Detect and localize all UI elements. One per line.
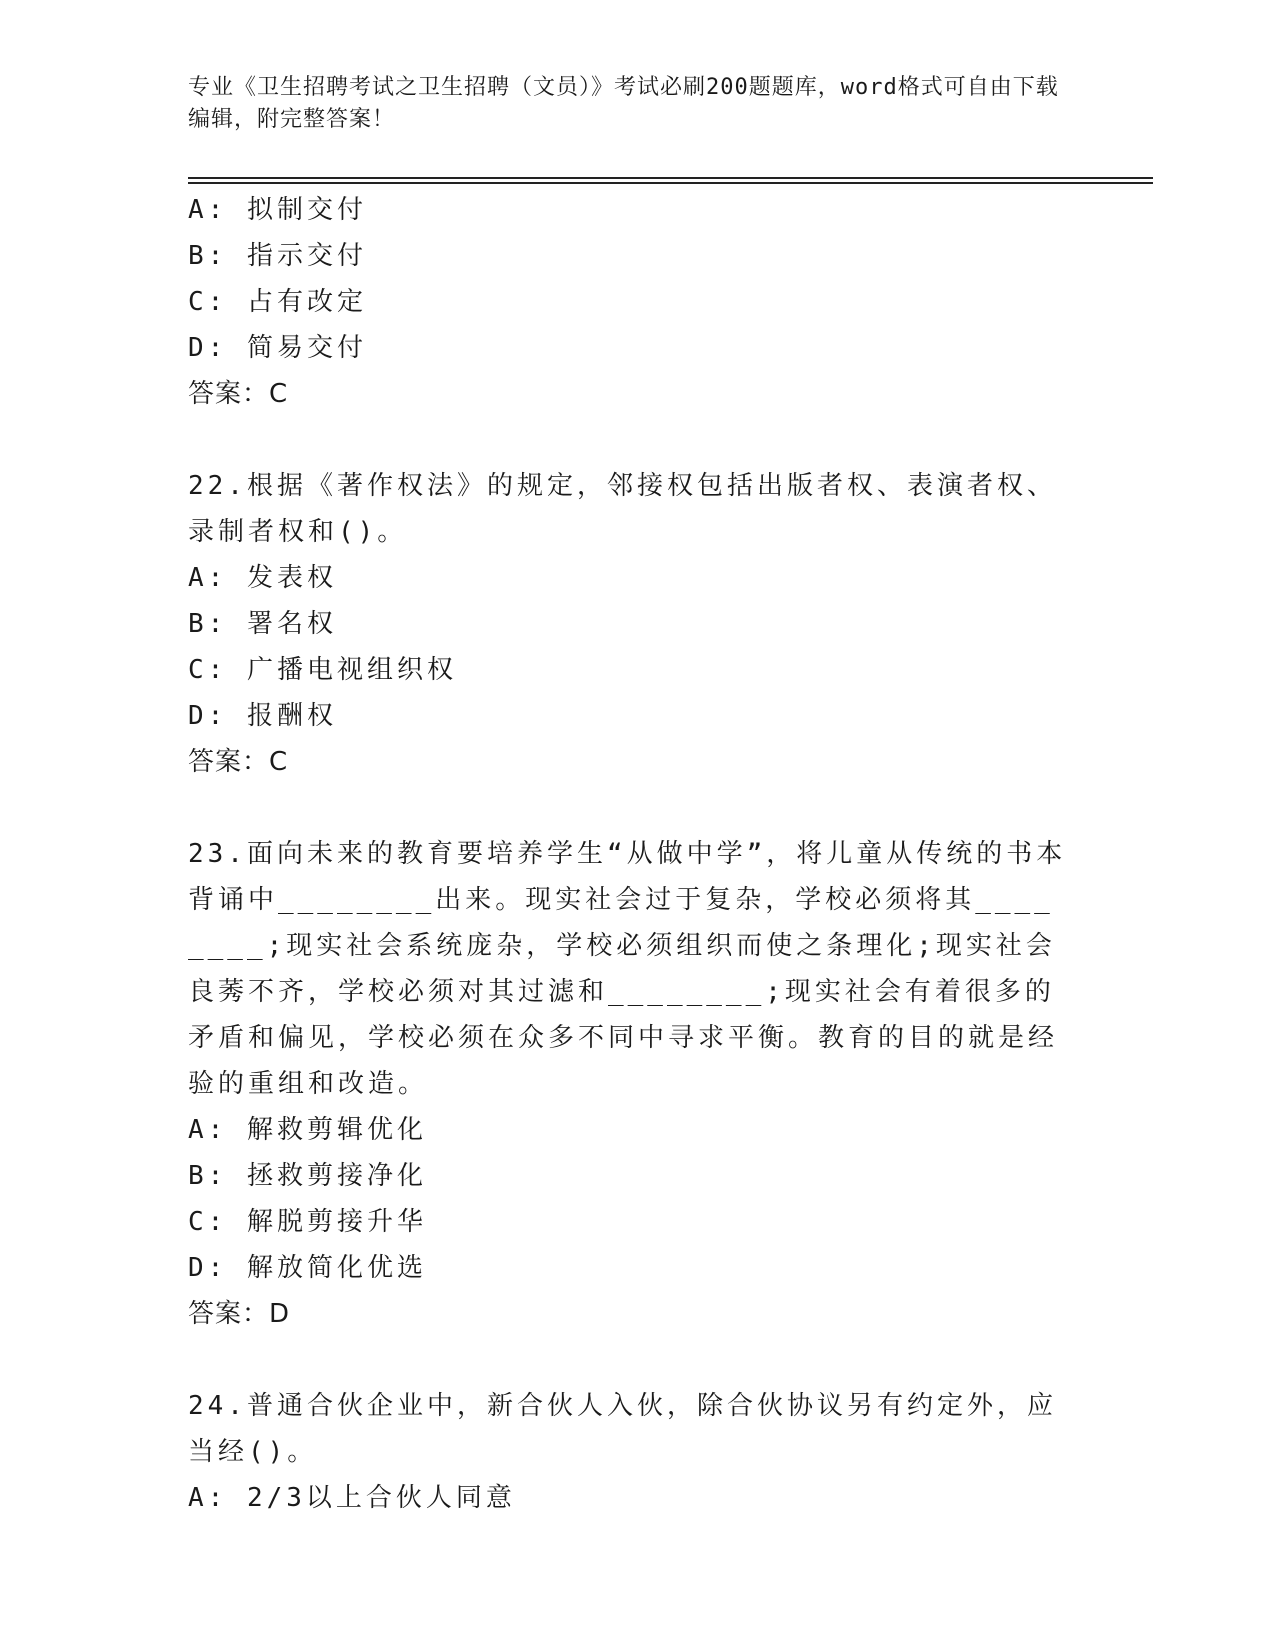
option-c: C: 占有改定 xyxy=(188,287,367,317)
document-header: 专业《卫生招聘考试之卫生招聘（文员）》考试必刷200题题库，word格式可自由下载编辑，附完整答案！ xyxy=(188,75,1059,132)
question-21 xyxy=(188,187,1088,417)
spacer xyxy=(188,1337,1088,1383)
option-b: B: 指示交付 xyxy=(188,241,367,271)
question-stem: 24.普通合伙企业中，新合伙人入伙，除合伙协议另有约定外，应当经()。 xyxy=(188,1391,1057,1467)
question-stem: 23.面向未来的教育要培养学生“从做中学”，将儿童从传统的书本背诵中________出来。现实社会过于复杂，学校必须将其________;现实社会系统庞杂，学校必须组织而使之条理化;现实社会良莠不齐，学校必须对其过滤和________;现实社会有着很多的矛盾和偏见，学校必须在众多不同中寻求平衡。教育的目的就是经验的重组和改造。 xyxy=(188,839,1067,1099)
answer-line: 答案：D xyxy=(188,1299,291,1329)
spacer xyxy=(188,417,1088,463)
header-divider-top xyxy=(188,177,1153,179)
question-23 xyxy=(188,831,1088,1337)
question-stem: 22.根据《著作权法》的规定，邻接权包括出版者权、表演者权、录制者权和()。 xyxy=(188,471,1057,547)
answer-line: 答案：C xyxy=(188,379,289,409)
question-list xyxy=(188,187,1088,1521)
question-22 xyxy=(188,463,1088,785)
option-a: A: 拟制交付 xyxy=(188,195,367,225)
question-24 xyxy=(188,1383,1088,1521)
option-a: A: 2/3以上合伙人同意 xyxy=(188,1483,516,1513)
option-c: C: 广播电视组织权 xyxy=(188,655,457,685)
option-a: A: 解救剪辑优化 xyxy=(188,1115,427,1145)
answer-line: 答案：C xyxy=(188,747,289,777)
option-d: D: 简易交付 xyxy=(188,333,367,363)
option-d: D: 报酬权 xyxy=(188,701,337,731)
option-b: B: 拯救剪接净化 xyxy=(188,1161,427,1191)
option-c: C: 解脱剪接升华 xyxy=(188,1207,427,1237)
spacer xyxy=(188,785,1088,831)
option-a: A: 发表权 xyxy=(188,563,337,593)
option-d: D: 解放简化优选 xyxy=(188,1253,427,1283)
option-b: B: 署名权 xyxy=(188,609,337,639)
header-divider-bottom xyxy=(188,182,1153,184)
